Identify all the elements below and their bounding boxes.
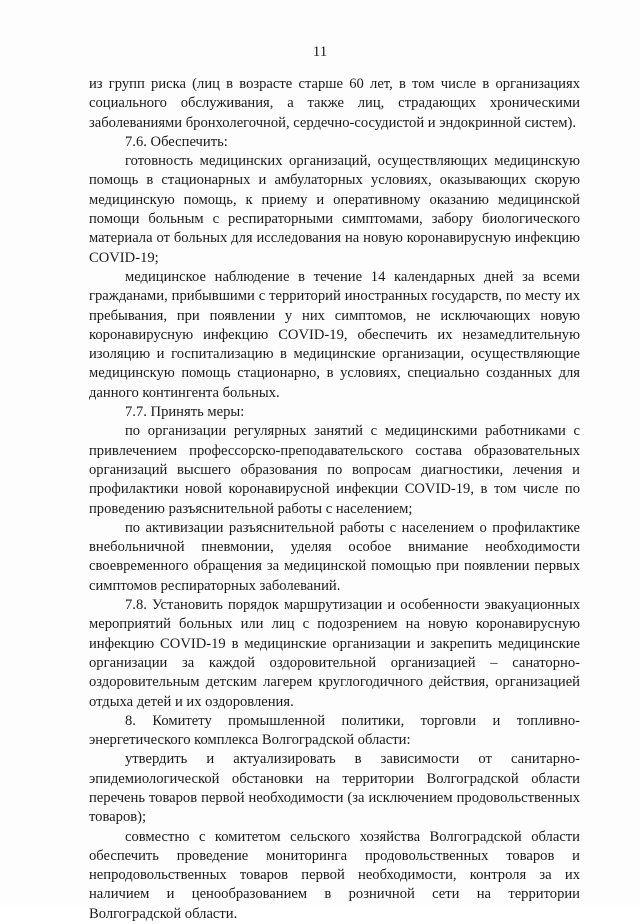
paragraph-readiness: готовность медицинских организаций, осуществляющих медицинскую помощь в стационарных и амбулаторных условиях, оказывающих скорую медицинскую помощь, к приему и оперативному оказанию медицинской помощи больным с респираторными симптомами, забору биологического материала от больных для исследования на новую коронавирусную инфекцию COVID-19; <box>89 153 580 266</box>
paragraph-awareness: по активизации разъяснительной работы с населением о профилактике внебольничной пневмонии, уделяя особое внимание необходимости своевременного обращения за медицинской помощью при появлении первых симптомов респираторных заболеваний. <box>89 519 580 594</box>
section-heading-7-6: 7.6. Обеспечить: <box>125 133 228 150</box>
section-7-8: 7.8. Установить порядок маршрутизации и особенности эвакуационных мероприятий больных или лиц с подозрением на новую коронавирусную инфекцию COVID-19 в медицинские организации и закрепить медицинские организации за каждой оздоровительной организацией – санаторно-оздоровительным детским лагерем круглогодичного действия, организацией отдыха детей и их оздоровления. <box>89 597 580 710</box>
page-number: 11 <box>312 44 328 60</box>
section-heading-7-7: 7.7. Принять меры: <box>125 404 245 421</box>
section-8: 8. Комитету промышленной политики, торговли и топливно-энергетического комплекса Волгоградской области: <box>89 712 580 749</box>
paragraph-observation: медицинское наблюдение в течение 14 календарных дней за всеми гражданами, прибывшими с территорий иностранных государств, по месту их пребывания, при появлении у них симптомов, не исключающих новую коронавирусную инфекцию COVID-19, обеспечить их незамедлительную изоляцию и госпитализацию в медицинские организации, осуществляющие медицинскую помощь стационарно, в условиях, специально созданных для данного контингента больных. <box>89 268 580 401</box>
document-body <box>89 75 580 924</box>
paragraph-monitoring: совместно с комитетом сельского хозяйства Волгоградской области обеспечить проведение мониторинга продовольственных товаров и непродовольственных товаров первой необходимости, контроля за их наличием и ценообразованием в розничной сети на территории Волгоградской области. <box>89 828 580 922</box>
paragraph-goods-list: утвердить и актуализировать в зависимости от санитарно-эпидемиологической обстановки на территории Волгоградской области перечень товаров первой необходимости (за исключением продовольственных товаров); <box>89 751 580 826</box>
paragraph-training: по организации регулярных занятий с медицинскими работниками с привлечением профессорско-преподавательского состава образовательных организаций высшего образования по вопросам диагностики, лечения и профилактики новой коронавирусной инфекции COVID-19, в том числе по проведению разъяснительной работы с населением; <box>89 423 580 517</box>
paragraph-continuation: из групп риска (лиц в возрасте старше 60 лет, в том числе в организациях социального обслуживания, а также лиц, страдающих хроническими заболеваниями бронхолегочной, сердечно-сосудистой и эндокринной систем). <box>89 76 580 131</box>
